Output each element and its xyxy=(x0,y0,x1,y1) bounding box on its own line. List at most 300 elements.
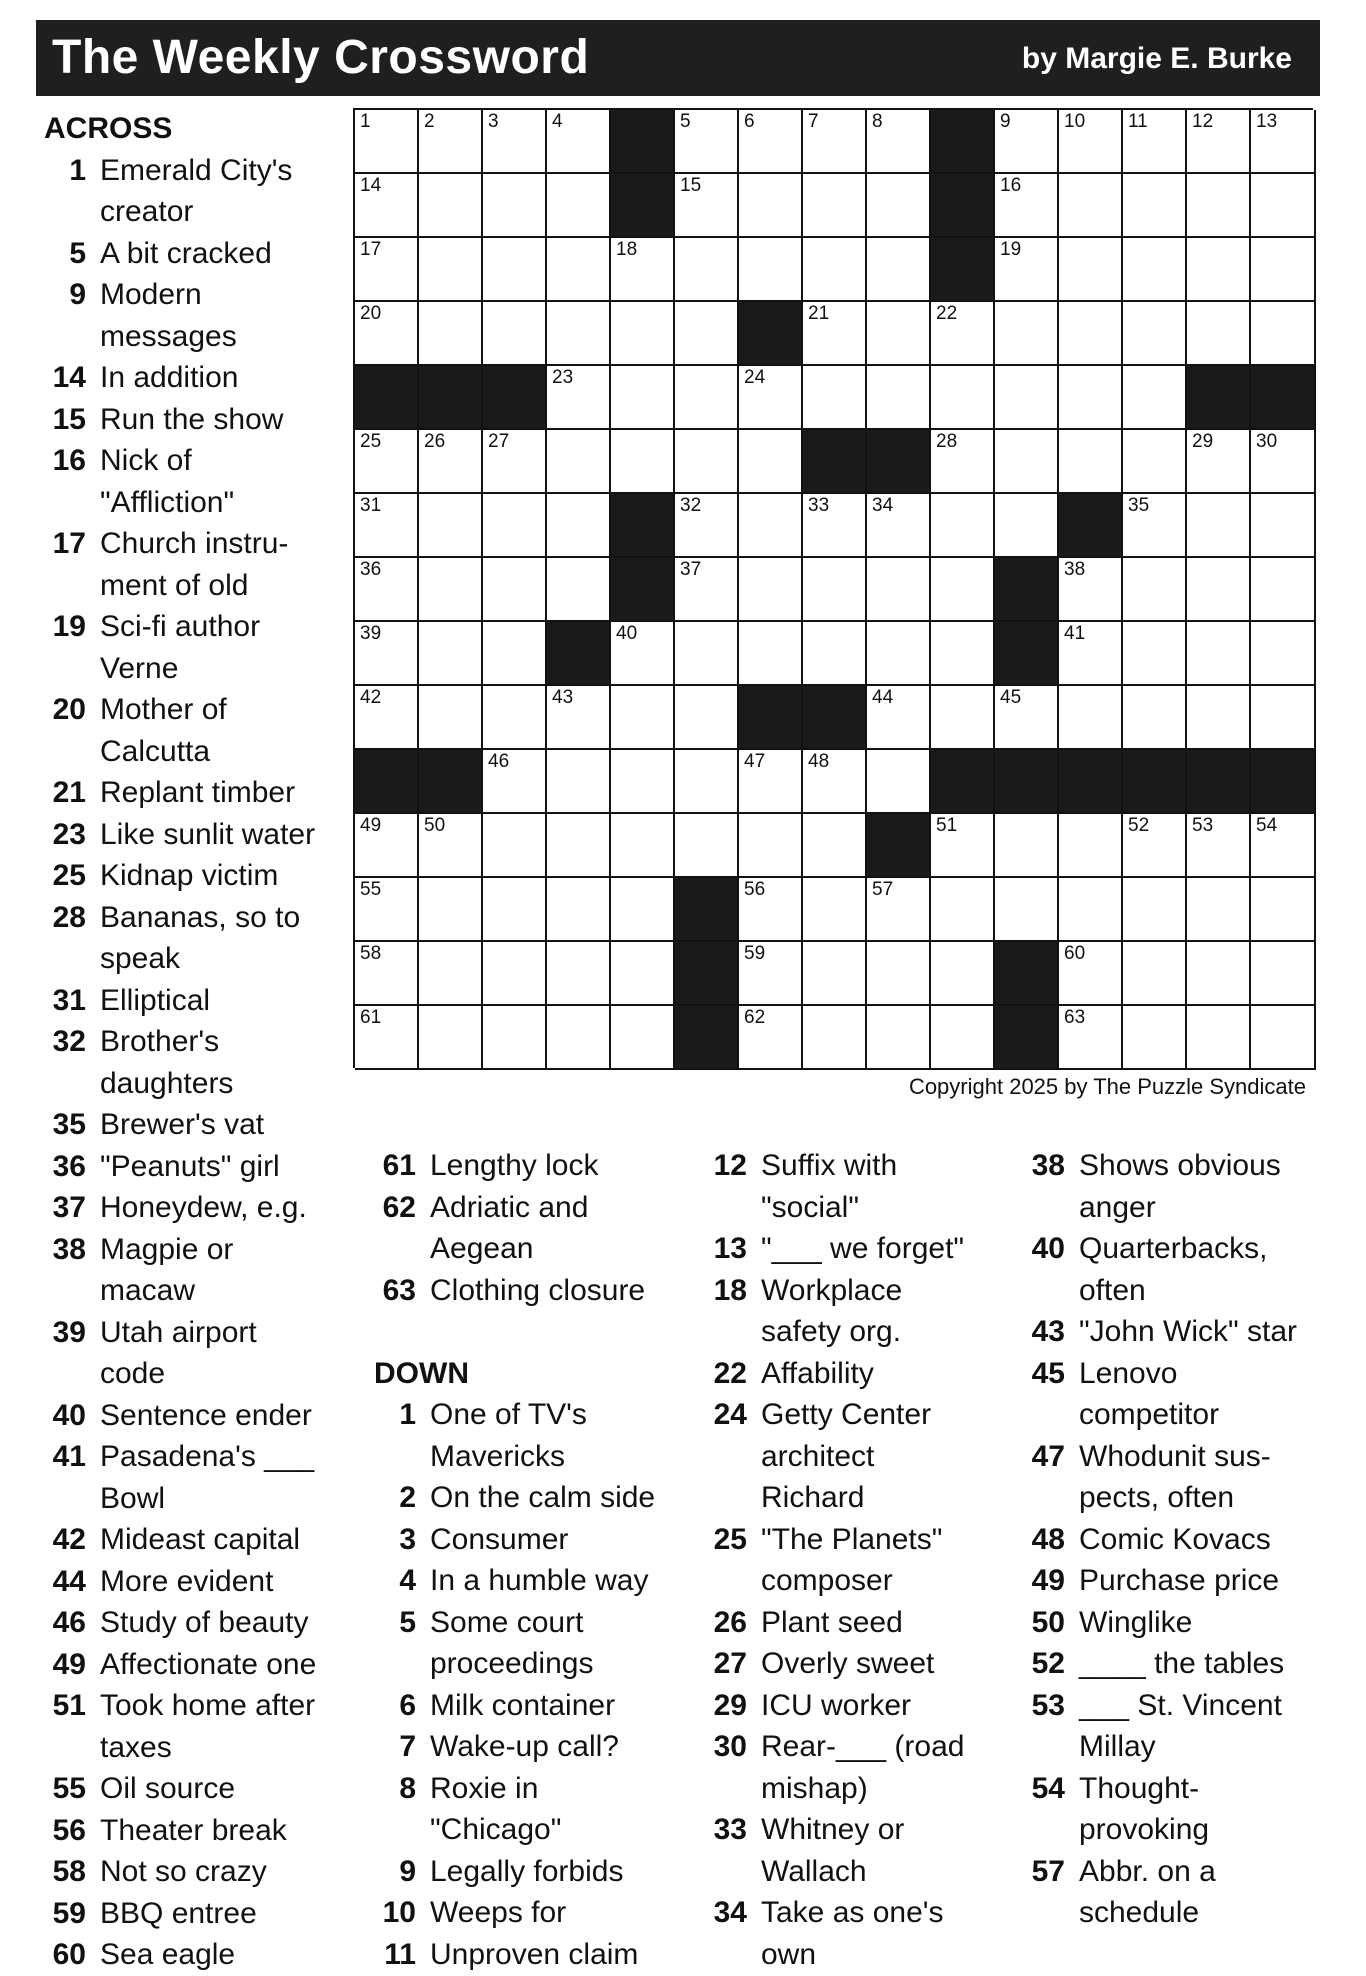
grid-cell[interactable] xyxy=(675,174,739,238)
grid-cell[interactable] xyxy=(739,622,803,686)
clue-text xyxy=(86,1436,314,1519)
grid-cell[interactable] xyxy=(355,814,419,878)
cell-number: 50 xyxy=(424,815,446,836)
clue-text-line: Bowl xyxy=(100,1481,166,1515)
grid-cell[interactable] xyxy=(611,366,675,430)
grid-cell[interactable] xyxy=(675,430,739,494)
clue-text-line: One of TV's xyxy=(430,1398,587,1431)
grid-cell[interactable] xyxy=(995,110,1059,174)
clue-number: 43 xyxy=(1031,1315,1065,1348)
grid-cell[interactable] xyxy=(483,622,547,686)
grid-cell[interactable] xyxy=(611,622,675,686)
clue-text-line: Lengthy lock xyxy=(430,1149,599,1182)
cell-number: 7 xyxy=(808,111,819,132)
grid-cell[interactable] xyxy=(1059,558,1123,622)
grid-cell[interactable] xyxy=(547,686,611,750)
clue-number: 14 xyxy=(52,361,86,394)
grid-cell[interactable] xyxy=(1123,366,1187,430)
grid-cell[interactable] xyxy=(739,110,803,174)
grid-cell[interactable] xyxy=(1251,302,1316,366)
clue-text xyxy=(86,1312,257,1395)
cell-number: 17 xyxy=(360,239,382,260)
grid-cell[interactable] xyxy=(995,814,1059,878)
clue-text-line: taxes xyxy=(100,1730,172,1764)
cell-number: 47 xyxy=(744,751,766,772)
clue-number: 11 xyxy=(384,1937,416,1971)
clue-text-line: mishap) xyxy=(761,1771,868,1805)
clue-text-line: Verne xyxy=(100,651,179,685)
grid-cell[interactable] xyxy=(355,174,419,238)
cell-number: 38 xyxy=(1064,559,1086,580)
grid-cell[interactable] xyxy=(931,686,995,750)
grid-cell[interactable] xyxy=(995,878,1059,942)
clue-text-line: Quarterbacks, xyxy=(1079,1232,1268,1265)
grid-cell[interactable] xyxy=(1123,430,1187,494)
grid-cell[interactable] xyxy=(419,430,483,494)
clue-text-line: On the calm side xyxy=(430,1481,656,1514)
grid-cell[interactable] xyxy=(995,174,1059,238)
grid-cell[interactable] xyxy=(931,814,995,878)
grid-cell[interactable] xyxy=(1059,942,1123,1006)
grid-cell[interactable] xyxy=(419,174,483,238)
grid-cell[interactable] xyxy=(1251,1006,1316,1070)
clue-item xyxy=(44,1561,344,1603)
clue-number: 25 xyxy=(713,1522,747,1556)
clue-text-line: Emerald City's xyxy=(100,153,293,187)
clue-text xyxy=(86,855,278,897)
grid-cell[interactable] xyxy=(1059,174,1123,238)
grid-cell[interactable] xyxy=(611,686,675,750)
grid-cell[interactable] xyxy=(867,1006,931,1070)
grid-cell[interactable] xyxy=(1251,814,1316,878)
grid-cell[interactable] xyxy=(739,878,803,942)
clue-text-line: Suffix with xyxy=(761,1149,898,1182)
grid-cell[interactable] xyxy=(739,814,803,878)
clue-number: 4 xyxy=(399,1564,416,1597)
clue-text-line: Run the show xyxy=(100,402,284,436)
grid-cell[interactable] xyxy=(995,366,1059,430)
clue-text-line: Plant seed xyxy=(761,1605,903,1639)
clue-text xyxy=(747,1726,964,1809)
grid-cell[interactable] xyxy=(1251,878,1316,942)
grid-cell[interactable] xyxy=(1251,238,1316,302)
cell-number: 15 xyxy=(680,175,702,196)
grid-cell[interactable] xyxy=(547,1006,611,1070)
clue-text-line: ___ St. Vincent xyxy=(1079,1688,1282,1722)
grid-cell[interactable] xyxy=(1059,430,1123,494)
grid-cell[interactable] xyxy=(419,942,483,1006)
clue-text-line: ____ the tables xyxy=(1079,1647,1285,1680)
grid-cell[interactable] xyxy=(1251,110,1316,174)
clue-text-line: Millay xyxy=(1079,1730,1156,1763)
grid-cell[interactable] xyxy=(803,238,867,302)
clue-number: 22 xyxy=(713,1356,747,1390)
grid-cell[interactable] xyxy=(675,750,739,814)
grid-cell[interactable] xyxy=(931,558,995,622)
grid-cell[interactable] xyxy=(611,1006,675,1070)
grid-cell[interactable] xyxy=(355,110,419,174)
clue-number: 61 xyxy=(382,1149,416,1182)
grid-cell[interactable] xyxy=(419,686,483,750)
grid-cell[interactable] xyxy=(931,366,995,430)
grid-cell[interactable] xyxy=(547,558,611,622)
clue-text xyxy=(747,1892,944,1975)
grid-cell[interactable] xyxy=(803,1006,867,1070)
grid-cell[interactable] xyxy=(867,942,931,1006)
grid-cell[interactable] xyxy=(547,430,611,494)
grid-cell[interactable] xyxy=(867,558,931,622)
clue-number: 54 xyxy=(1031,1771,1065,1805)
clue-text-line: Wake-up call? xyxy=(430,1730,619,1763)
clue-number: 49 xyxy=(52,1647,86,1681)
grid-cell[interactable] xyxy=(547,238,611,302)
grid-cell[interactable] xyxy=(355,686,419,750)
grid-cell[interactable] xyxy=(803,878,867,942)
grid-cell[interactable] xyxy=(419,494,483,558)
grid-cell[interactable] xyxy=(611,814,675,878)
cell-number: 45 xyxy=(1000,687,1022,708)
grid-cell[interactable] xyxy=(483,302,547,366)
clue-item xyxy=(44,1229,344,1312)
clue-item xyxy=(44,1810,344,1852)
grid-cell[interactable] xyxy=(675,494,739,558)
grid-cell[interactable] xyxy=(483,1006,547,1070)
grid-cell[interactable] xyxy=(1251,622,1316,686)
grid-cell[interactable] xyxy=(483,174,547,238)
grid-cell[interactable] xyxy=(483,430,547,494)
grid-cell[interactable] xyxy=(1187,558,1251,622)
grid-cell[interactable] xyxy=(611,430,675,494)
cell-number: 55 xyxy=(360,879,382,900)
grid-cell[interactable] xyxy=(931,622,995,686)
clue-number: 38 xyxy=(1031,1149,1065,1182)
black-square xyxy=(1059,750,1123,814)
grid-cell[interactable] xyxy=(1123,494,1187,558)
clue-text-line: Whitney or xyxy=(761,1813,905,1846)
cell-number: 24 xyxy=(744,367,766,388)
grid-cell[interactable] xyxy=(1187,1006,1251,1070)
cell-number: 23 xyxy=(552,367,574,388)
grid-cell[interactable] xyxy=(867,302,931,366)
grid-cell[interactable] xyxy=(995,238,1059,302)
grid-cell[interactable] xyxy=(1123,686,1187,750)
grid-cell[interactable] xyxy=(803,174,867,238)
grid-cell[interactable] xyxy=(547,878,611,942)
grid-cell[interactable] xyxy=(867,110,931,174)
grid-cell[interactable] xyxy=(547,302,611,366)
grid-cell[interactable] xyxy=(1187,238,1251,302)
clue-item xyxy=(44,440,344,523)
grid-cell[interactable] xyxy=(739,366,803,430)
clue-text-line: Brother's xyxy=(100,1025,220,1058)
clue-item xyxy=(374,1519,684,1561)
grid-cell[interactable] xyxy=(803,366,867,430)
grid-cell[interactable] xyxy=(867,750,931,814)
grid-cell[interactable] xyxy=(803,942,867,1006)
clue-text-line: "Chicago" xyxy=(430,1813,562,1846)
clue-text-line: In a humble way xyxy=(430,1564,649,1597)
cell-number: 20 xyxy=(360,303,382,324)
grid-cell[interactable] xyxy=(1123,302,1187,366)
clue-text xyxy=(1065,1145,1281,1228)
grid-cell[interactable] xyxy=(355,238,419,302)
grid-cell[interactable] xyxy=(1251,174,1316,238)
grid-cell[interactable] xyxy=(675,622,739,686)
grid-cell[interactable] xyxy=(931,494,995,558)
grid-cell[interactable] xyxy=(1187,110,1251,174)
grid-cell[interactable] xyxy=(355,430,419,494)
black-square xyxy=(355,366,419,430)
cell-number: 31 xyxy=(360,495,382,516)
grid-cell[interactable] xyxy=(1187,622,1251,686)
cell-number: 36 xyxy=(360,559,382,580)
grid-cell[interactable] xyxy=(1123,622,1187,686)
grid-cell[interactable] xyxy=(1251,494,1316,558)
grid-cell[interactable] xyxy=(483,942,547,1006)
grid-cell[interactable] xyxy=(739,1006,803,1070)
grid-cell[interactable] xyxy=(803,110,867,174)
grid-cell[interactable] xyxy=(547,942,611,1006)
grid-cell[interactable] xyxy=(483,110,547,174)
clue-text-line: Sea eagle xyxy=(100,1938,236,1971)
grid-cell[interactable] xyxy=(803,558,867,622)
black-square xyxy=(675,942,739,1006)
clue-number: 9 xyxy=(399,1854,416,1888)
grid-cell[interactable] xyxy=(355,1006,419,1070)
grid-cell[interactable] xyxy=(675,686,739,750)
clue-text xyxy=(416,1477,655,1519)
clue-text-line: often xyxy=(1079,1273,1146,1307)
clue-number: 15 xyxy=(52,402,86,436)
grid-cell[interactable] xyxy=(355,942,419,1006)
clue-item xyxy=(44,606,344,689)
clue-number: 53 xyxy=(1031,1688,1065,1722)
grid-cell[interactable] xyxy=(355,622,419,686)
clue-number: 2 xyxy=(399,1481,416,1514)
grid-cell[interactable] xyxy=(419,238,483,302)
grid-cell[interactable] xyxy=(867,174,931,238)
grid-cell[interactable] xyxy=(419,814,483,878)
grid-cell[interactable] xyxy=(931,1006,995,1070)
grid-cell[interactable] xyxy=(1123,878,1187,942)
grid-cell[interactable] xyxy=(1187,814,1251,878)
grid-cell[interactable] xyxy=(611,942,675,1006)
cell-number: 41 xyxy=(1064,623,1086,644)
grid-cell[interactable] xyxy=(483,686,547,750)
cell-number: 6 xyxy=(744,111,755,132)
grid-cell[interactable] xyxy=(611,238,675,302)
grid-cell[interactable] xyxy=(1123,110,1187,174)
grid-cell[interactable] xyxy=(611,878,675,942)
grid-cell[interactable] xyxy=(867,494,931,558)
black-square xyxy=(1187,366,1251,430)
grid-cell[interactable] xyxy=(1123,814,1187,878)
clue-item xyxy=(374,1187,684,1270)
grid-cell[interactable] xyxy=(1251,558,1316,622)
grid-cell[interactable] xyxy=(547,750,611,814)
grid-cell[interactable] xyxy=(1187,302,1251,366)
grid-cell[interactable] xyxy=(739,430,803,494)
grid-cell[interactable] xyxy=(675,110,739,174)
grid-cell[interactable] xyxy=(739,942,803,1006)
grid-cell[interactable] xyxy=(355,558,419,622)
grid-cell[interactable] xyxy=(1059,1006,1123,1070)
grid-cell[interactable] xyxy=(419,878,483,942)
clue-item xyxy=(44,399,344,441)
grid-cell[interactable] xyxy=(1187,174,1251,238)
grid-cell[interactable] xyxy=(547,366,611,430)
clue-text-line: macaw xyxy=(100,1274,196,1307)
clue-text xyxy=(86,150,292,233)
grid-cell[interactable] xyxy=(867,686,931,750)
grid-cell[interactable] xyxy=(995,302,1059,366)
grid-cell[interactable] xyxy=(1123,942,1187,1006)
section-spacer xyxy=(374,1311,684,1353)
grid-cell[interactable] xyxy=(1251,430,1316,494)
black-square xyxy=(675,878,739,942)
clue-number: 39 xyxy=(52,1315,86,1349)
clue-text-line: Kidnap victim xyxy=(100,859,279,892)
grid-cell[interactable] xyxy=(1123,174,1187,238)
grid-cell[interactable] xyxy=(675,302,739,366)
black-square xyxy=(1251,366,1316,430)
grid-cell[interactable] xyxy=(803,814,867,878)
clue-item xyxy=(44,1104,344,1146)
cell-number: 14 xyxy=(360,175,382,196)
grid-cell[interactable] xyxy=(1059,878,1123,942)
grid-cell[interactable] xyxy=(803,750,867,814)
grid-cell[interactable] xyxy=(1123,1006,1187,1070)
grid-cell[interactable] xyxy=(675,238,739,302)
clue-item xyxy=(705,1394,1005,1519)
grid-cell[interactable] xyxy=(739,238,803,302)
clue-text xyxy=(1065,1685,1282,1768)
grid-cell[interactable] xyxy=(1059,814,1123,878)
grid-cell[interactable] xyxy=(419,1006,483,1070)
black-square xyxy=(931,750,995,814)
grid-cell[interactable] xyxy=(483,750,547,814)
grid-cell[interactable] xyxy=(675,558,739,622)
grid-cell[interactable] xyxy=(547,494,611,558)
grid-cell[interactable] xyxy=(1251,686,1316,750)
clue-number: 60 xyxy=(52,1938,86,1971)
clue-text-line: Whodunit sus- xyxy=(1079,1439,1271,1473)
clue-number: 8 xyxy=(399,1771,416,1805)
clue-text-line: Consumer xyxy=(430,1522,569,1556)
grid-cell[interactable] xyxy=(995,430,1059,494)
grid-cell[interactable] xyxy=(1059,622,1123,686)
grid-cell[interactable] xyxy=(739,558,803,622)
grid-cell[interactable] xyxy=(419,622,483,686)
grid-cell[interactable] xyxy=(1059,238,1123,302)
clue-text-line: Study of beauty xyxy=(100,1606,309,1639)
clue-text xyxy=(86,1644,316,1686)
grid-cell[interactable] xyxy=(1187,494,1251,558)
grid-cell[interactable] xyxy=(1187,942,1251,1006)
clue-text-line: pects, often xyxy=(1079,1481,1235,1514)
grid-cell[interactable] xyxy=(867,878,931,942)
grid-cell[interactable] xyxy=(931,942,995,1006)
grid-cell[interactable] xyxy=(867,238,931,302)
grid-cell[interactable] xyxy=(1187,430,1251,494)
clue-number: 55 xyxy=(52,1772,86,1805)
grid-cell[interactable] xyxy=(1123,558,1187,622)
grid-cell[interactable] xyxy=(739,174,803,238)
grid-cell[interactable] xyxy=(739,494,803,558)
grid-cell[interactable] xyxy=(995,494,1059,558)
down-heading: DOWN xyxy=(374,1356,469,1390)
grid-cell[interactable] xyxy=(1059,686,1123,750)
grid-cell[interactable] xyxy=(803,302,867,366)
clue-item xyxy=(1023,1851,1353,1934)
grid-cell[interactable] xyxy=(1059,366,1123,430)
grid-cell[interactable] xyxy=(483,558,547,622)
grid-cell[interactable] xyxy=(419,302,483,366)
clue-text xyxy=(747,1270,902,1353)
grid-cell[interactable] xyxy=(931,302,995,366)
cell-number: 42 xyxy=(360,687,382,708)
clue-text-line: Calcutta xyxy=(100,734,211,768)
grid-cell[interactable] xyxy=(483,238,547,302)
grid-cell[interactable] xyxy=(803,622,867,686)
grid-cell[interactable] xyxy=(1059,110,1123,174)
grid-cell[interactable] xyxy=(547,174,611,238)
grid-cell[interactable] xyxy=(355,302,419,366)
cell-number: 59 xyxy=(744,943,766,964)
clue-text xyxy=(86,980,210,1022)
grid-cell[interactable] xyxy=(483,494,547,558)
clue-number: 3 xyxy=(399,1522,416,1556)
grid-cell[interactable] xyxy=(547,110,611,174)
clue-text-line: safety org. xyxy=(761,1315,902,1348)
grid-cell[interactable] xyxy=(739,750,803,814)
grid-cell[interactable] xyxy=(1059,302,1123,366)
grid-cell[interactable] xyxy=(611,750,675,814)
grid-cell[interactable] xyxy=(355,878,419,942)
grid-cell[interactable] xyxy=(995,686,1059,750)
grid-cell[interactable] xyxy=(483,814,547,878)
grid-cell[interactable] xyxy=(675,366,739,430)
cell-number: 39 xyxy=(360,623,382,644)
clue-text-line: Affectionate one xyxy=(100,1647,317,1681)
cell-number: 3 xyxy=(488,111,499,132)
grid-cell[interactable] xyxy=(867,366,931,430)
grid-cell[interactable] xyxy=(1187,878,1251,942)
clue-text xyxy=(747,1353,874,1395)
clue-item xyxy=(1023,1685,1353,1768)
grid-cell[interactable] xyxy=(867,622,931,686)
grid-cell[interactable] xyxy=(931,430,995,494)
grid-cell[interactable] xyxy=(1123,238,1187,302)
grid-cell[interactable] xyxy=(419,110,483,174)
grid-cell[interactable] xyxy=(419,558,483,622)
grid-cell[interactable] xyxy=(547,814,611,878)
grid-cell[interactable] xyxy=(1187,686,1251,750)
clue-text-line: Richard xyxy=(761,1481,865,1514)
clue-text-line: Comic Kovacs xyxy=(1079,1522,1271,1556)
copyright-notice: Copyright 2025 by The Puzzle Syndicate xyxy=(908,1074,1306,1099)
grid-cell[interactable] xyxy=(675,814,739,878)
grid-cell[interactable] xyxy=(611,302,675,366)
clue-text-line: "Peanuts" girl xyxy=(100,1149,280,1183)
grid-cell[interactable] xyxy=(803,494,867,558)
grid-cell[interactable] xyxy=(1251,942,1316,1006)
clue-number: 45 xyxy=(1031,1356,1065,1390)
clue-text xyxy=(1065,1768,1209,1851)
grid-cell[interactable] xyxy=(931,878,995,942)
grid-cell[interactable] xyxy=(355,494,419,558)
grid-cell[interactable] xyxy=(483,878,547,942)
